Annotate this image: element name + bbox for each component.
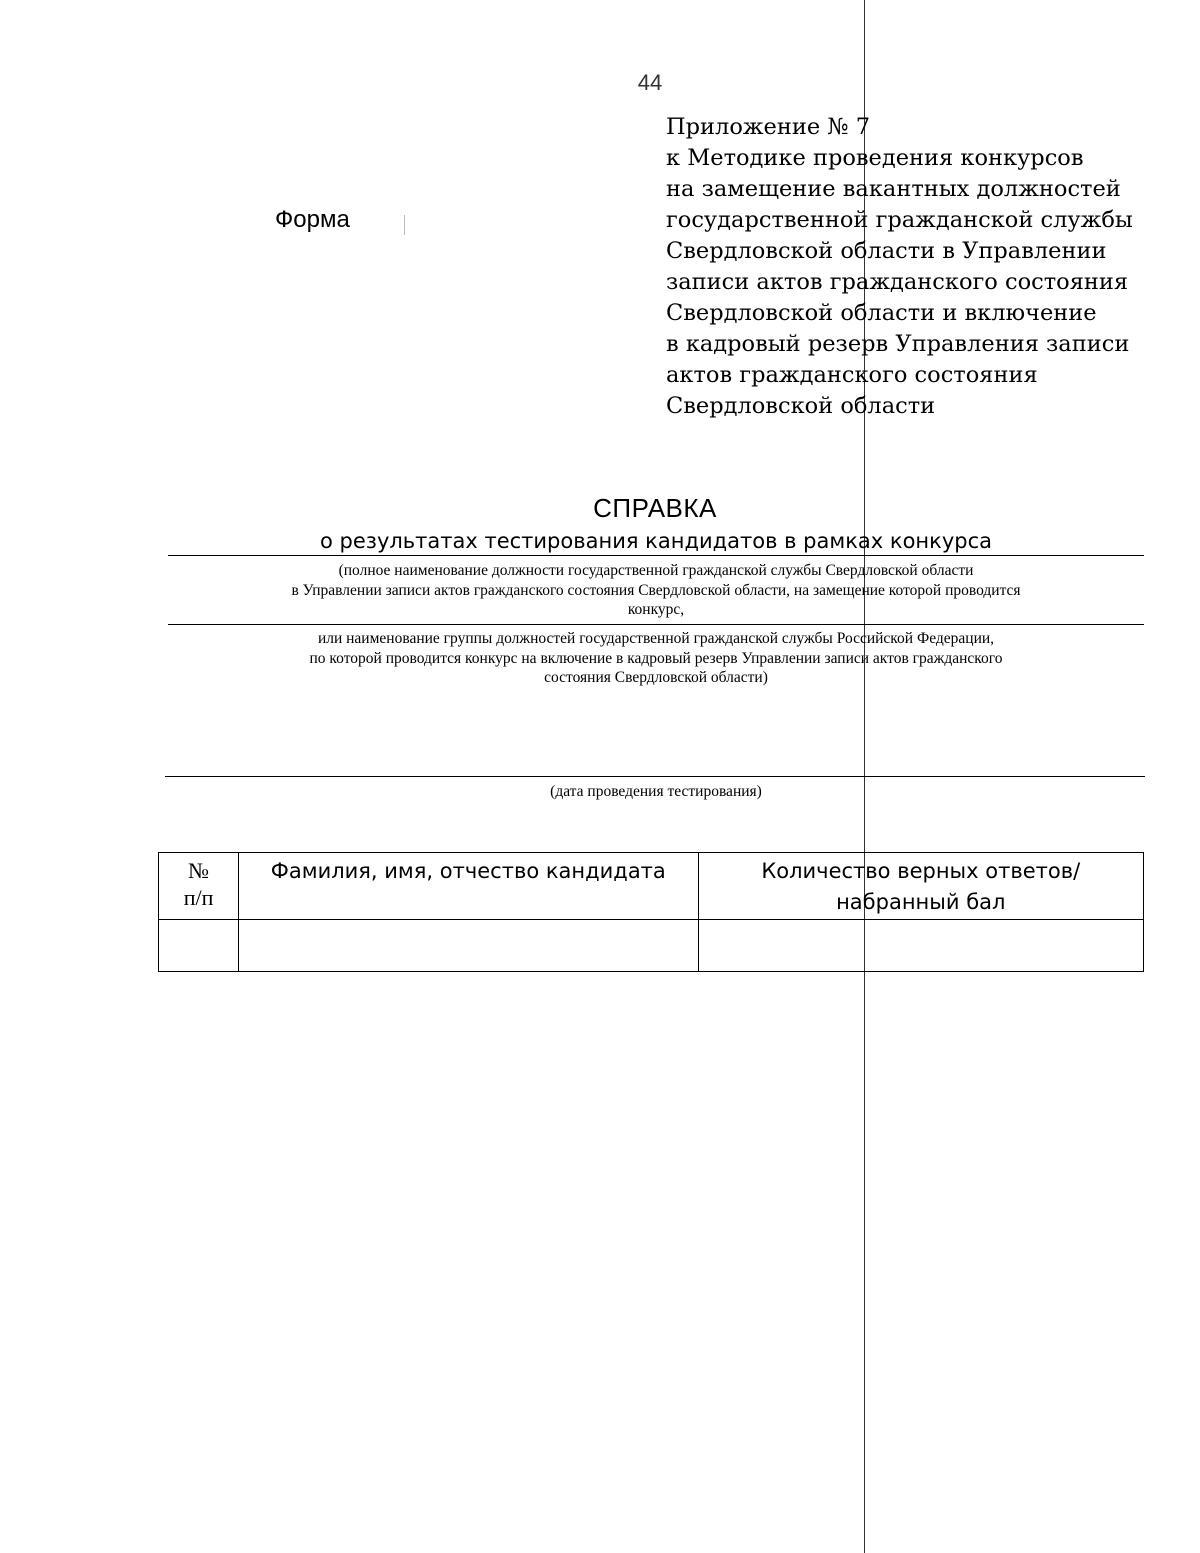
header-score [698, 853, 1143, 920]
position-hint-line: в Управлении записи актов гражданского состояния Свердловской области, на замещение которой проводится [291, 581, 1021, 599]
date-line [165, 776, 1145, 777]
appendix-line: Приложение № 7 [666, 114, 871, 140]
cell-candidate-name [239, 920, 698, 972]
header-score-line: Количество верных ответов/ [761, 859, 1081, 883]
date-hint: (дата проведения тестирования) [550, 783, 762, 800]
header-number-symbol: № [188, 858, 210, 883]
cell-score [698, 920, 1143, 972]
document-subtitle: о результатах тестирования кандидатов в рамках конкурса [320, 529, 992, 553]
group-hint-line: по которой проводится конкурс на включение в кадровый резерв Управлении записи актов гражданского [309, 649, 1003, 667]
group-name-line [168, 624, 1144, 625]
group-hint-line: или наименование группы должностей государственной гражданской службы Российской Федерации, [317, 630, 995, 647]
appendix-line: Свердловской области в Управлении [666, 238, 1107, 264]
appendix-line: Свердловской области [666, 393, 936, 419]
table-row [159, 920, 1144, 972]
document-title: СПРАВКА [593, 493, 717, 523]
header-number [159, 853, 239, 920]
appendix-line: в кадровый резерв Управления записи [666, 331, 1130, 357]
table-header-row [159, 853, 1144, 920]
results-table [158, 852, 1144, 972]
appendix-reference [666, 112, 1186, 422]
page-number: 44 [637, 70, 663, 95]
position-hint [158, 561, 1154, 620]
appendix-line: записи актов гражданского состояния [666, 269, 1129, 295]
group-hint [158, 629, 1154, 688]
position-name-line [168, 555, 1144, 556]
scan-artifact-tick [404, 215, 405, 235]
group-hint-line: состояния Свердловской области) [544, 669, 768, 686]
appendix-line: актов гражданского состояния [666, 362, 1038, 388]
appendix-line: к Методике проведения конкурсов [666, 145, 1084, 171]
position-hint-line: конкурс, [627, 601, 685, 618]
appendix-line: на замещение вакантных должностей [666, 176, 1121, 202]
appendix-line: государственной гражданской службы [666, 207, 1133, 233]
header-score-line: набранный бал [836, 890, 1006, 914]
position-hint-line: (полное наименование должности государственной гражданской службы Свердловской области [338, 562, 974, 579]
header-number-abbr: п/п [183, 885, 214, 910]
form-label: Форма [275, 206, 350, 233]
header-candidate-name: Фамилия, имя, отчество кандидата [239, 853, 698, 920]
appendix-line: Свердловской области и включение [666, 300, 1097, 326]
cell-number [159, 920, 239, 972]
